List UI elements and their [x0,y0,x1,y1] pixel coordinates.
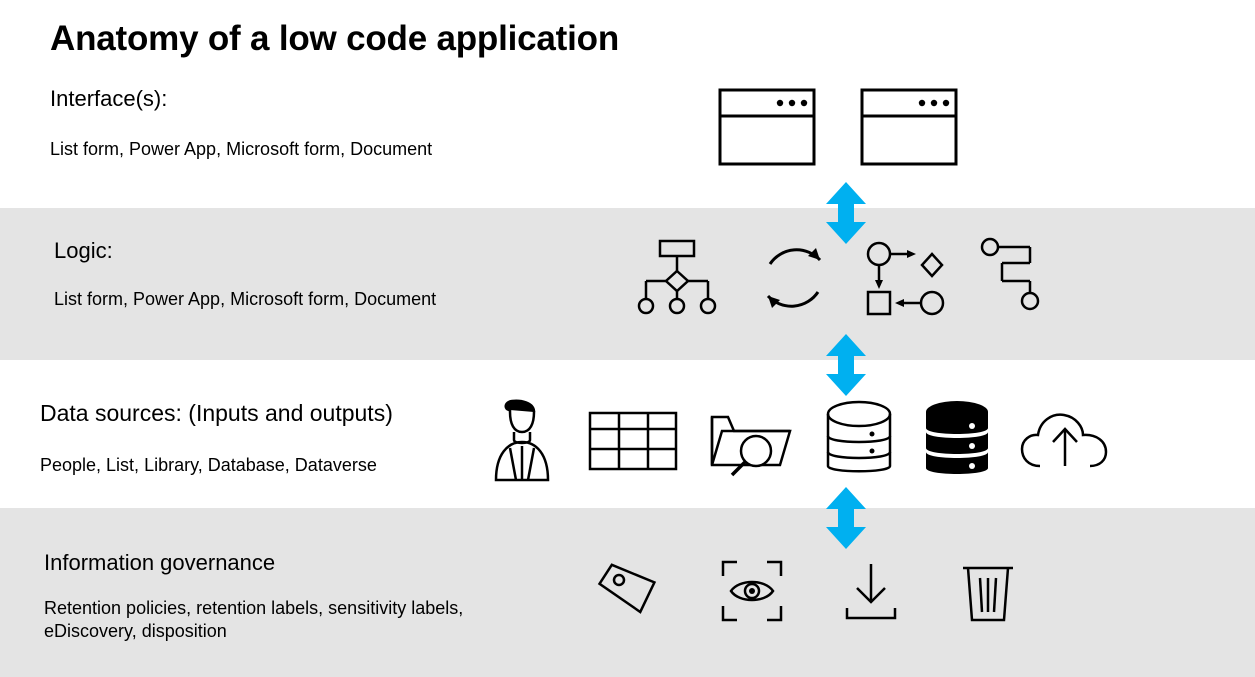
folder-search-icon [706,401,796,481]
interface-icon-row [718,88,958,166]
table-grid-icon [588,411,678,471]
band-logic-heading: Logic: [54,238,113,263]
download-icon [843,560,899,622]
logic-icon-row [630,236,1050,320]
band-interface-subtext: List form, Power App, Microsoft form, Document [50,139,433,159]
double-arrow-logic-data [824,334,868,396]
band-data-heading: Data sources: (Inputs and outputs) [40,400,393,426]
double-arrow-data-governance [824,487,868,549]
governance-icon-row [595,558,1017,624]
band-logic-subtext: List form, Power App, Microsoft form, Document [54,289,437,309]
tag-label-icon [595,558,661,624]
band-interface-heading: Interface(s): [50,86,168,111]
eye-discovery-icon [721,560,783,622]
double-arrow-interface-logic [824,182,868,244]
database-icon [824,398,894,484]
trash-icon [959,558,1017,624]
person-icon [484,398,560,484]
band-data-subtext: People, List, Library, Database, Dataverse [40,455,377,475]
org-chart-icon [630,237,722,319]
branch-tree-icon [980,237,1050,319]
band-logic [0,208,1255,360]
workflow-nodes-icon [866,237,952,319]
browser-window-icon [860,88,958,166]
band-governance-subtext: Retention policies, retention labels, sensitivity labels, eDiscovery, disposition [44,598,464,642]
band-governance-heading: Information governance [44,550,276,575]
database-stack-filled-icon [922,398,992,484]
cloud-upload-icon [1020,408,1110,474]
refresh-cycle-icon [750,236,838,320]
browser-window-icon [718,88,816,166]
data-icon-row [484,398,1110,484]
page-title: Anatomy of a low code application [50,19,620,58]
